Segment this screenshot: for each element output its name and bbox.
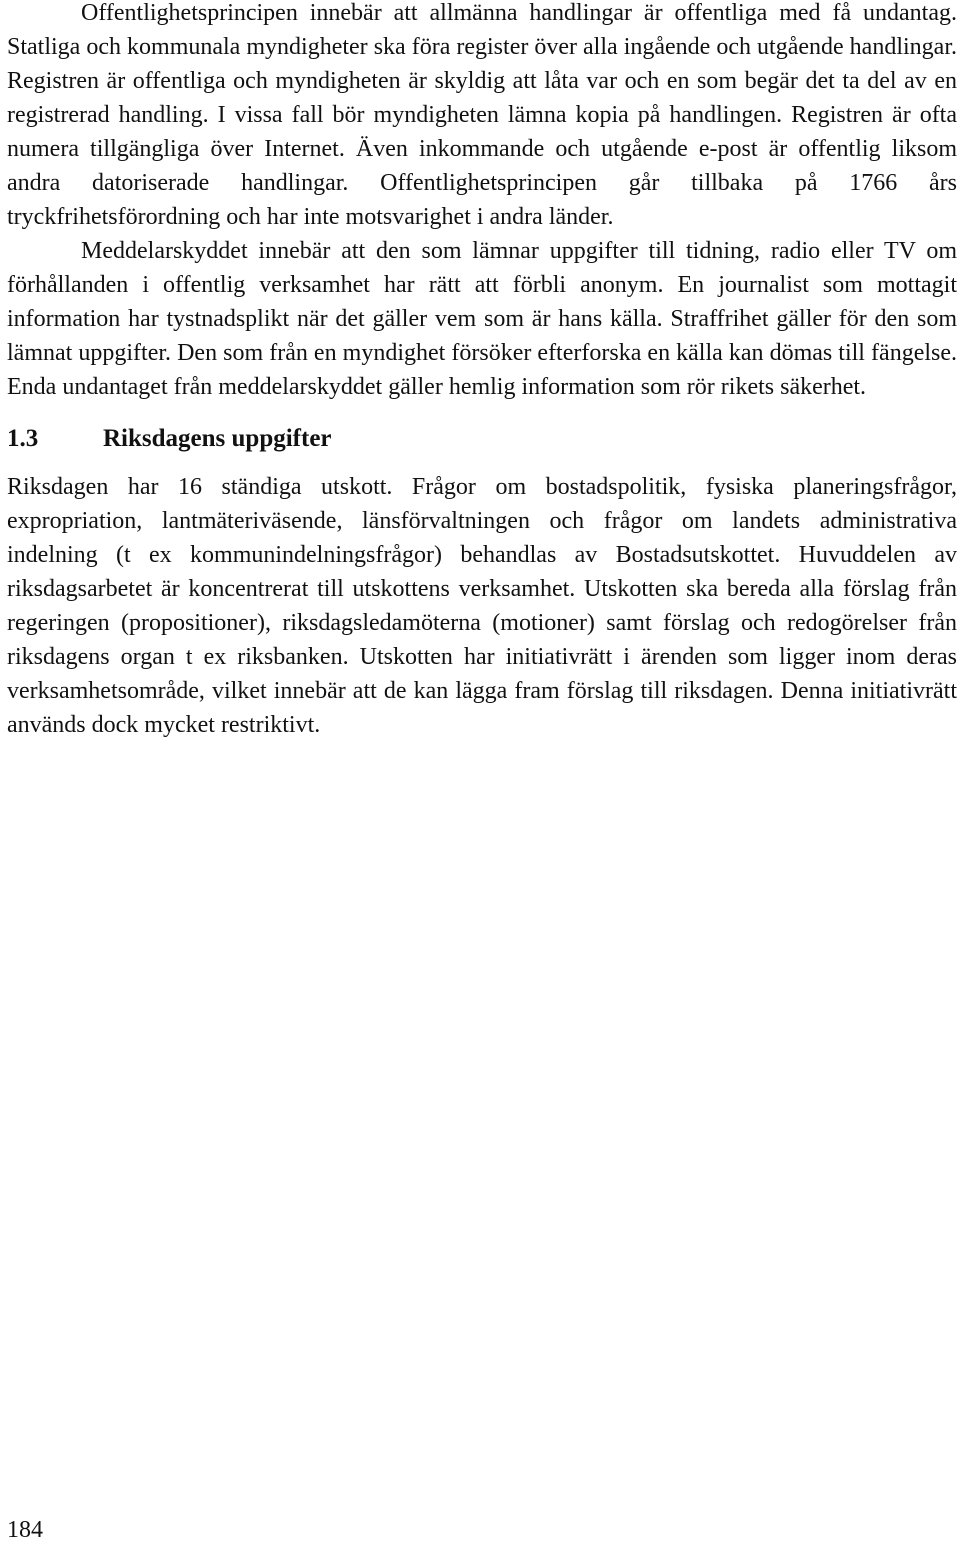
section-number: 1.3 [7,425,39,452]
section-heading [7,422,957,456]
paragraph-offentlighetsprincipen: Offentlighetsprincipen innebär att allmänna handlingar är offentliga med få undantag. Statliga och kommunala myndigheter ska föra register över alla ingående och utgående handlingar. Registren är offentliga och myndigheten är skyldig att låta var och en som begär det ta del av en registrerad handling. I vissa fall bör myndigheten lämna kopia på handlingen. Registren är ofta numera tillgängliga över Internet. Även inkommande och utgående e-post är offentlig liksom andra datoriserade handlingar. Offentlighetsprincipen går tillbaka på 1766 års tryckfrihetsförordning och har inte motsvarighet i andra länder. [7,0,957,230]
paragraph-meddelarskyddet: Meddelarskyddet innebär att den som lämnar uppgifter till tidning, radio eller TV om förhållanden i offentlig verksamhet har rätt att förbli anonym. En journalist som mottagit information har tystnadsplikt när det gäller vem som är hans källa. Straffrihet gäller för den som lämnat uppgifter. Den som från en myndighet försöker efterforska en källa kan dömas till fängelse. Enda undantaget från meddelarskyddet gäller hemlig information som rör rikets säkerhet. [7,238,957,400]
section-title: Riksdagens uppgifter [103,425,332,452]
document-page [7,0,957,742]
page-number: 184 [7,1517,43,1543]
paragraph-riksdagen: Riksdagen har 16 ständiga utskott. Frågor om bostadspolitik, fysiska planeringsfrågor, expropriation, lantmäteriväsende, länsförvaltningen och frågor om landets administrativa indelning (t ex kommunindelningsfrågor) behandlas av Bostadsutskottet. Huvuddelen av riksdagsarbetet är koncentrerat till utskottens verksamhet. Utskotten ska bereda alla förslag från regeringen (propositioner), riksdagsledamöterna (motioner) samt förslag och redogörelser från riksdagens organ t ex riksbanken. Utskotten har initiativrätt i ärenden som ligger inom deras verksamhetsområde, vilket innebär att de kan lägga fram förslag till riksdagen. Denna initiativrätt används dock mycket restriktivt. [7,474,957,738]
